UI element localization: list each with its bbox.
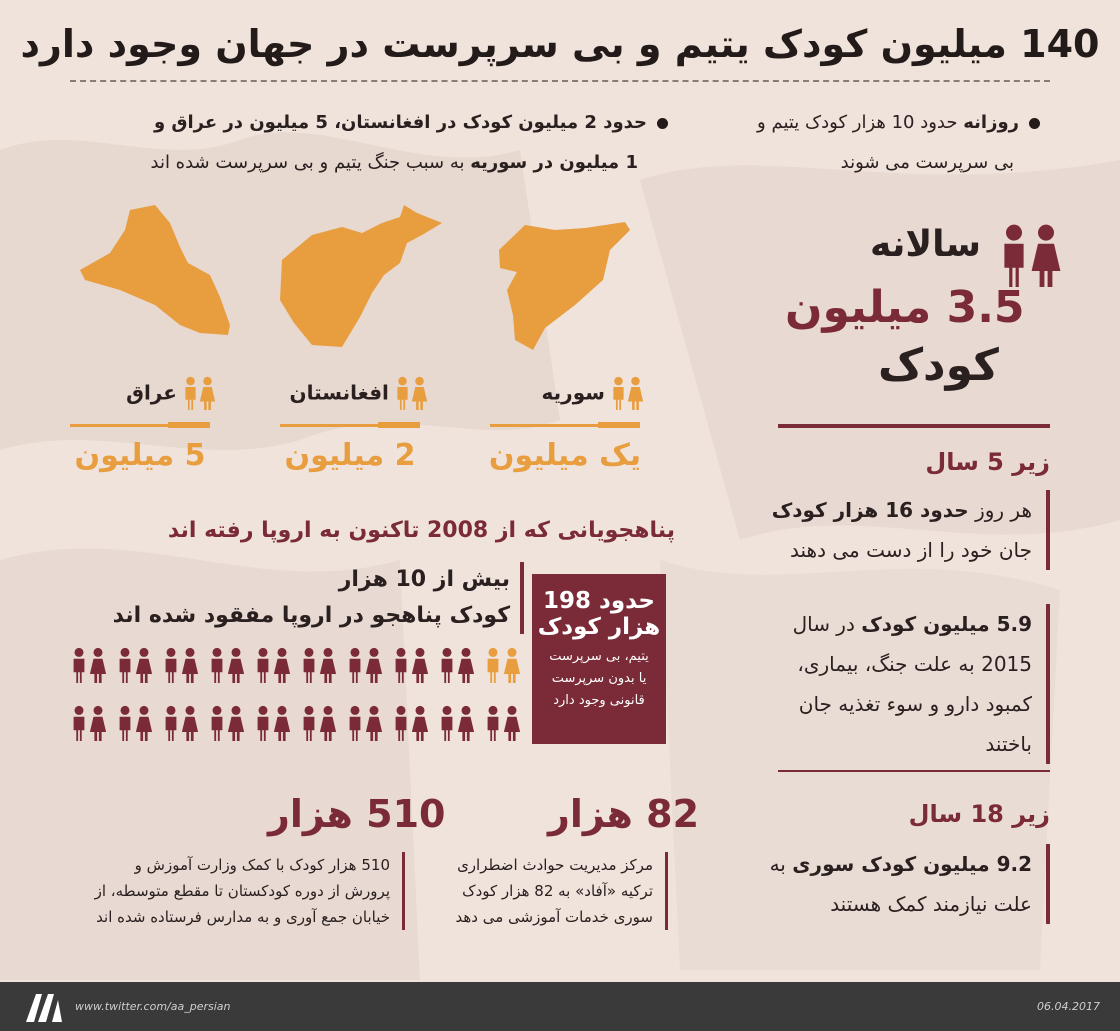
stat-education-text xyxy=(60,852,405,930)
iraq-map xyxy=(70,205,240,355)
under5-fact2 xyxy=(750,604,1050,764)
daily-text: حدود 10 هزار کودک یتیم و xyxy=(757,112,964,133)
child-icon xyxy=(504,706,520,741)
child-icon xyxy=(350,648,361,683)
child-icon xyxy=(120,706,131,741)
child-icon xyxy=(412,706,428,741)
fact-bold: 9.2 میلیون کودک سوری xyxy=(792,852,1032,876)
fact-text: هر روز xyxy=(968,498,1032,522)
child-icon xyxy=(90,648,106,683)
publish-date: 06.04.2017 xyxy=(1037,1000,1100,1013)
child-icon xyxy=(212,648,223,683)
country-rule xyxy=(490,424,640,427)
stat-line: پرورش از دوره کودکستان تا مقطع متوسطه، از xyxy=(94,882,390,900)
refugee-box xyxy=(532,574,666,744)
child-icon xyxy=(74,648,85,683)
annual-value: 3.5 میلیون xyxy=(785,282,1025,333)
war-text-2: به سبب جنگ یتیم و بی سرپرست شده اند xyxy=(150,152,471,173)
child-icon xyxy=(396,706,407,741)
fact-text: باختند xyxy=(985,732,1032,756)
under5-fact1 xyxy=(750,490,1050,570)
highlighted-child-icon xyxy=(488,648,499,683)
children-icon xyxy=(182,375,218,415)
war-text-1: حدود 2 میلیون کودک در افغانستان، 5 میلیون در عراق و xyxy=(153,112,647,133)
child-icon xyxy=(366,648,382,683)
children-grid-svg xyxy=(70,646,522,742)
fact-bold: حدود 16 هزار کودک xyxy=(771,498,969,522)
country-rule xyxy=(280,424,420,427)
annual-unit: کودک xyxy=(878,340,999,391)
fact-bold: 5.9 میلیون کودک xyxy=(861,612,1032,636)
title-divider xyxy=(70,80,1050,82)
bullet-dot xyxy=(657,118,668,129)
fact-text: به xyxy=(769,852,793,876)
under18-fact xyxy=(750,844,1050,924)
aa-logo-icon xyxy=(22,990,64,1024)
highlighted-child-icon xyxy=(504,648,520,683)
child-icon xyxy=(396,648,407,683)
stat-line: خیابان جمع آوری و به مدارس فرستاده شده اند xyxy=(96,908,390,926)
stat-line: مرکز مدیریت حوادث اضطراری xyxy=(457,856,653,874)
child-icon xyxy=(182,706,198,741)
under18-heading: زیر 18 سال xyxy=(908,800,1050,828)
child-icon xyxy=(274,706,290,741)
child-icon xyxy=(136,706,152,741)
child-icon xyxy=(488,706,499,741)
child-icon xyxy=(74,706,85,741)
missing-children xyxy=(113,562,524,634)
child-icon xyxy=(274,648,290,683)
country-afghanistan xyxy=(270,375,430,415)
stat-line: ترکیه «آفاد» به 82 هزار کودک xyxy=(462,882,653,900)
child-icon xyxy=(458,706,474,741)
country-name: عراق xyxy=(126,380,177,405)
child-icon xyxy=(304,648,315,683)
stat-afad-text xyxy=(418,852,668,930)
child-icon xyxy=(136,648,152,683)
country-value-syria: یک میلیون xyxy=(488,438,642,473)
syria-map xyxy=(495,220,635,360)
daily-bullet-line1 xyxy=(757,112,1040,133)
country-value-afghanistan: 2 میلیون xyxy=(284,438,416,473)
child-icon xyxy=(228,706,244,741)
child-icon xyxy=(366,706,382,741)
country-value-iraq: 5 میلیون xyxy=(74,438,206,473)
child-icon xyxy=(412,648,428,683)
child-icon xyxy=(120,648,131,683)
under5-divider xyxy=(778,770,1050,772)
fact-text: در سال xyxy=(792,612,862,636)
page-title: 140 میلیون کودک یتیم و بی سرپرست در جهان وجود دارد xyxy=(20,22,1100,66)
war-bullet-line2 xyxy=(151,152,639,173)
bullet-dot xyxy=(1029,118,1040,129)
fact-text: 2015 به علت جنگ، بیماری، xyxy=(797,652,1032,676)
fact-text: کمبود دارو و سوء تغذیه جان xyxy=(798,692,1032,716)
child-icon xyxy=(228,648,244,683)
box-line1: حدود 198 xyxy=(543,588,655,614)
stat-line: 510 هزار کودک با کمک وزارت آموزش و xyxy=(134,856,390,874)
refugees-heading: پناهجویانی که از 2008 تاکنون به اروپا رفته اند xyxy=(167,518,675,543)
children-icon xyxy=(610,375,646,415)
child-icon xyxy=(304,706,315,741)
country-name: افغانستان xyxy=(289,380,389,405)
child-icon xyxy=(320,706,336,741)
child-icon xyxy=(90,706,106,741)
child-icon xyxy=(458,648,474,683)
child-icon xyxy=(350,706,361,741)
war-bold: 1 میلیون در سوریه xyxy=(470,152,638,173)
children-icon xyxy=(394,375,430,415)
box-line5: قانونی وجود دارد xyxy=(553,693,645,708)
country-syria xyxy=(530,375,646,415)
missing-line1: بیش از 10 هزار xyxy=(338,567,510,592)
child-icon xyxy=(442,648,453,683)
war-bullet-line1 xyxy=(154,112,668,133)
box-line4: یا بدون سرپرست xyxy=(551,671,647,686)
box-line2: هزار کودک xyxy=(537,614,661,640)
annual-divider xyxy=(778,424,1050,428)
daily-bullet-line2: بی سرپرست می شوند xyxy=(840,152,1014,173)
child-icon xyxy=(182,648,198,683)
stat-education-number: 510 هزار xyxy=(268,792,446,836)
box-line3: یتیم، بی سرپرست xyxy=(549,649,649,664)
child-icon xyxy=(442,706,453,741)
daily-bold: روزانه xyxy=(963,112,1019,133)
child-icon xyxy=(166,706,177,741)
fact-text: علت نیازمند کمک هستند xyxy=(830,892,1032,916)
child-icon xyxy=(320,648,336,683)
refugee-children-grid xyxy=(70,646,522,742)
child-icon xyxy=(258,706,269,741)
child-icon xyxy=(212,706,223,741)
country-rule xyxy=(70,424,210,427)
child-icon xyxy=(258,648,269,683)
country-name: سوریه xyxy=(541,380,605,405)
stat-line: سوری خدمات آموزشی می دهد xyxy=(455,908,653,926)
child-icon xyxy=(166,648,177,683)
twitter-handle[interactable]: www.twitter.com/aa_persian xyxy=(75,1000,231,1013)
afghanistan-map xyxy=(272,205,452,355)
under5-heading: زیر 5 سال xyxy=(925,448,1050,476)
annual-label: سالانه xyxy=(870,224,982,265)
missing-line2: کودک پناهجو در اروپا مفقود شده اند xyxy=(112,603,510,628)
fact-text: جان خود را از دست می دهند xyxy=(790,538,1032,562)
stat-afad-number: 82 هزار xyxy=(548,792,700,836)
country-iraq xyxy=(118,375,218,415)
